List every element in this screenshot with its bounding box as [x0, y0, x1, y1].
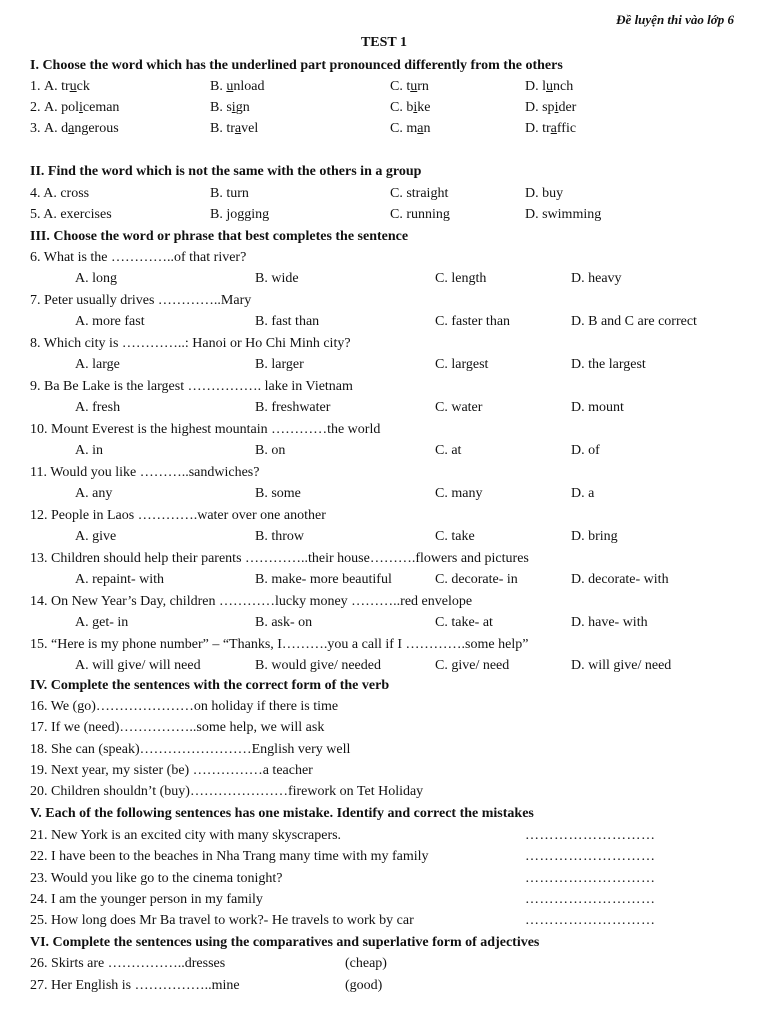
option-c: C. turn [390, 79, 429, 94]
question-text: 6. What is the …………..of that river? [30, 250, 247, 265]
option-d: D. B and C are correct [571, 314, 697, 329]
option-d: D. decorate- with [571, 572, 669, 587]
question-number: 2. [30, 100, 41, 115]
section-3-heading: III. Choose the word or phrase that best completes the sentence [30, 229, 409, 244]
verb-question: 20. Children shouldn’t (buy)…………………firework on Tet Holiday [30, 784, 424, 800]
option-d: D. will give/ need [571, 658, 672, 673]
option-a: A. large [75, 357, 120, 372]
option-d: D. buy [525, 186, 564, 201]
option-d: D. bring [571, 529, 618, 544]
verb-question: 17. If we (need)……………..some help, we will ask [30, 720, 325, 736]
question-text: 9. Ba Be Lake is the largest ……………. lake in Vietnam [30, 379, 353, 394]
option-a: A. policeman [44, 100, 120, 115]
option-c: C. running [390, 207, 450, 222]
adjective-hint: (cheap) [345, 956, 387, 971]
section-4-heading: IV. Complete the sentences with the correct form of the verb [30, 678, 390, 693]
section-1-heading: I. Choose the word which has the underlined part pronounced differently from the others [30, 58, 563, 73]
mistake-question: 23. Would you like go to the cinema tonight? [30, 870, 283, 886]
option-a: A. will give/ will need [75, 658, 201, 673]
mistake-question: 21. New York is an excited city with many skyscrapers. [30, 828, 342, 843]
option-c: C. many [435, 486, 483, 501]
option-a: A. get- in [75, 615, 129, 630]
option-c: C. largest [435, 357, 489, 372]
section-2-heading: II. Find the word which is not the same with the others in a group [30, 164, 422, 179]
option-a: A. in [75, 443, 103, 458]
option-b: B. throw [255, 529, 304, 544]
answer-blank: ……………………… [525, 870, 656, 886]
option-b: B. on [255, 443, 286, 458]
option-c: C. take- at [435, 615, 493, 630]
answer-blank: ……………………… [525, 849, 656, 865]
question-text: 13. Children should help their parents …………..their house……….flowers and pictures [30, 551, 529, 566]
option-a: A. truck [44, 79, 90, 94]
question-text: 10. Mount Everest is the highest mountain …………the world [30, 422, 381, 437]
question-with-option-a: 4. A. cross [30, 186, 90, 201]
option-b: B. fast than [255, 314, 320, 329]
option-a: A. dangerous [44, 121, 119, 136]
question-text: 12. People in Laos ………….water over one another [30, 508, 326, 523]
question-number: 3. [30, 121, 41, 136]
verb-question: 19. Next year, my sister (be) ……………a teacher [30, 762, 313, 778]
option-a: A. give [75, 529, 117, 544]
option-d: D. the largest [571, 357, 646, 372]
option-b: B. make- more beautiful [255, 572, 392, 587]
option-d: D. a [571, 486, 595, 501]
mistake-question: 22. I have been to the beaches in Nha Trang many time with my family [30, 849, 429, 865]
option-a: A. any [75, 486, 113, 501]
section-5-heading: V. Each of the following sentences has one mistake. Identify and correct the mistakes [30, 806, 534, 821]
question-number: 1. [30, 79, 41, 94]
verb-question: 16. We (go)…………………on holiday if there is time [30, 699, 339, 714]
test-title: TEST 1 [360, 35, 408, 50]
option-d: D. have- with [571, 615, 648, 630]
question-text: 11. Would you like ………..sandwiches? [30, 465, 260, 480]
option-b: B. unload [210, 79, 265, 94]
question-text: 15. “Here is my phone number” – “Thanks, I……….you a call if I ………….some help” [30, 637, 529, 652]
question-text: 7. Peter usually drives …………..Mary [30, 293, 252, 308]
comparative-question: 26. Skirts are ……………..dresses [30, 956, 226, 971]
adjective-hint: (good) [345, 978, 383, 993]
mistake-question: 24. I am the younger person in my family [30, 891, 263, 907]
option-d: D. spider [525, 100, 577, 115]
question-text: 14. On New Year’s Day, children …………lucky money ………..red envelope [30, 594, 473, 609]
option-d: D. mount [571, 400, 624, 415]
option-d: D. heavy [571, 271, 622, 286]
option-b: B. wide [255, 271, 299, 286]
option-b: B. turn [210, 186, 249, 201]
option-a: A. repaint- with [75, 572, 165, 587]
option-c: C. take [435, 529, 475, 544]
option-a: A. fresh [75, 400, 121, 415]
option-b: B. some [255, 486, 301, 501]
answer-blank: ……………………… [525, 891, 656, 907]
option-c: C. straight [390, 186, 449, 201]
option-c: C. at [435, 443, 462, 458]
option-c: C. bike [390, 100, 431, 115]
option-c: C. faster than [435, 314, 511, 329]
option-d: D. swimming [525, 207, 602, 222]
question-with-option-a: 5. A. exercises [30, 207, 112, 222]
option-d: D. of [571, 443, 600, 458]
option-c: C. man [390, 121, 431, 136]
option-b: B. would give/ needed [255, 658, 381, 673]
option-b: B. ask- on [255, 615, 313, 630]
option-c: C. length [435, 271, 487, 286]
header-note: Đề luyện thi vào lớp 6 [616, 12, 734, 27]
answer-blank: ……………………… [525, 828, 656, 843]
option-d: D. traffic [525, 121, 577, 136]
option-b: B. travel [210, 121, 259, 136]
option-b: B. sign [210, 100, 250, 115]
option-b: B. freshwater [255, 400, 331, 415]
section-6-heading: VI. Complete the sentences using the comparatives and superlative form of adjectives [30, 935, 540, 950]
option-b: B. jogging [210, 207, 270, 222]
question-text: 8. Which city is …………..: Hanoi or Ho Chi Minh city? [30, 336, 351, 351]
option-c: C. water [435, 400, 483, 415]
verb-question: 18. She can (speak)……………………English very well [30, 741, 351, 757]
option-c: C. give/ need [435, 658, 510, 673]
option-c: C. decorate- in [435, 572, 518, 587]
option-a: A. more fast [75, 314, 145, 329]
comparative-question: 27. Her English is ……………..mine [30, 978, 240, 993]
answer-blank: ……………………… [525, 913, 656, 929]
option-a: A. long [75, 271, 117, 286]
mistake-question: 25. How long does Mr Ba travel to work?- He travels to work by car [30, 913, 414, 929]
option-d: D. lunch [525, 79, 574, 94]
option-b: B. larger [255, 357, 304, 372]
